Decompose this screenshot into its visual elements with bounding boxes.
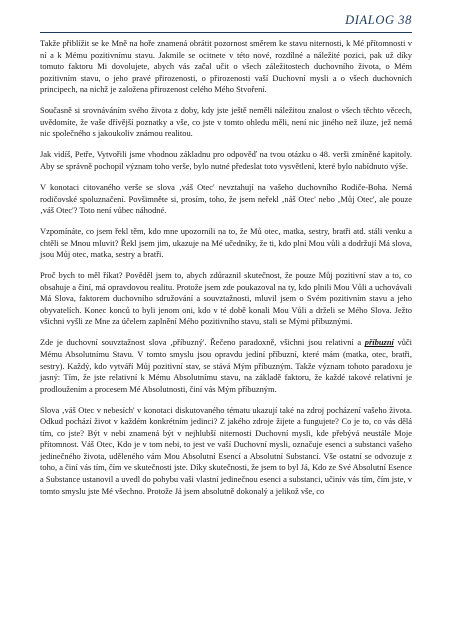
paragraph-3: Jak vidíš, Petře, Vytvořili jsme vhodnou základnu pro odpověď na tvou otázku o 48. verši zmíněné kapitoly. Aby se správně pochopil význam toho verše, bylo nutné předeslat toto vysvětlení, které bylo nabídnuto výše. [40, 149, 412, 171]
paragraph-4: V konotaci citovaného verše se slova ‚váš Otec' nevztahují na vašeho duchovního Rodiče-Boha. Nemá rodičovské spoluznačení. Povšimněte si, prosím, toho, že jsem neřekl ‚náš Otec' nebo ‚Můj Otec', ale pouze ‚váš Otec'? Toto není vůbec náhodné. [40, 181, 412, 216]
page-header [40, 13, 412, 31]
emphasized-word: příbuzní [364, 337, 394, 348]
header-title: DIALOG 38 [345, 13, 412, 27]
body-text [40, 38, 412, 507]
paragraph-7: Zde je duchovní souvztažnost slova ‚příbuzný'. Řečeno paradoxně, všichni jsou relativní a příbuzní vůči Mému Absolutnímu Stavu. V tomto smyslu jsou opravdu jediní příbuzní, které mám (matka, otec, bratři, sestry). Každý, kdo vytváří Můj pozitivní stav, se stává Mým příbuzným. Takže význam tohoto paradoxu je jasný: Tím, že jste relativní k Mému Absolutnímu stavu, na základě faktoru, že každé takové relativní je prodloužením a procesem Mé Absolutnosti, činí vás Mým příbuzným. [40, 337, 413, 394]
header-rule [40, 32, 412, 33]
paragraph-5: Vzpomínáte, co jsem řekl těm, kdo mne upozornili na to, že Mů otec, matka, sestry, bratři atd. stáli venku a chtěli se Mnou mluvit? Řekl jsem jim, ukazuje na Mé učedníky, že ti, kdo plní Mou vůli a dodržují Má slova, jsou Můj otec, matka, sestry a bratři. [40, 226, 412, 260]
paragraph-1: Takže přiblížit se ke Mně na hoře znamená obrátit pozornost směrem ke stavu niternosti, k Mé přítomnosti v ní a k Mému pozitivnímu stavu. Jakmile se ocitnete v této nové, rozdílné a náležité pozici, pak už díky tomuto faktoru Mi dovolujete, abych vás začal učit o všech záležitostech duchovního života, o Mém pozitivním stavu, o jeho pravé přirozenosti, o přirozenosti vaší Duchovní mysli a o všech duchovních principech, na nichž je založena přirozenost celého Mého Stvoření. [40, 38, 412, 95]
paragraph-8: Slova ‚váš Otec v nebesích' v konotaci diskutovaného tématu ukazují také na zdroj pocházení vašeho života. Odkud pochází život v každém konkrétním jedinci? Z jakého zdroje žijete a fungujete? Co je to, co vás dělá tím, co jste? Být v nebi znamená být v nejhlubší niternosti Duchovní mysli, kde přebývá neustále Moje přítomnost. Váš Otec, Kdo je v tom nebi, to jest ve vaší Duchovní mysli, označuje esenci a substanci vašeho jedinečného života, uděleného vám Mou Absolutní Esencí a Absolutní Substancí. Vše ostatní se odvozuje z toho, a činí vás tím, čím ve skutečnosti jste. Díky skutečnosti, že jsem to byl Já, Kdo ze Své Absolutní Esence a Substance ustanovil a uvedl do pohybu vaši vlastní jedinečnou esenci a substanci, učinív vás tím, čím jste, v tomto smyslu jste Mé všechno. Protože Já jsem absolutně dokonalý a jelikož vše, co [40, 404, 412, 496]
paragraph-6: Proč bych to měl říkat? Pověděl jsem to, abych zdůraznil skutečnost, že pouze Můj pozitivní stav a to, co obsahuje a činí, má opravdovou realitu. Protože jsem zde poukazoval na ty, kdo plnili Mou Vůli a uchovávali Má Slova, faktorem duchovního sdružování a souvztažnosti, mluvil jsem o Svém pozitivním stavu a jeho obyvatelích. Konec konců to byli jenom oni, kdo v té době konali Mou Vůli a drželi se Mého Slova. Ježto všichni vyšli ze Mne za účelem zaplnění Mého pozitivního stavu, stali se Mými příbuznými. [40, 270, 412, 327]
paragraph-2: Současně si srovnáváním svého života z doby, kdy jste ještě neměli náležitou znalost o všech těchto věcech, uvědomíte, že vaše dřívější poznatky a vše, co jste v tomto ohledu měli, není nic jiného než iluze, jež nemá nic společného s jakoukoliv známou realitou. [40, 105, 412, 139]
